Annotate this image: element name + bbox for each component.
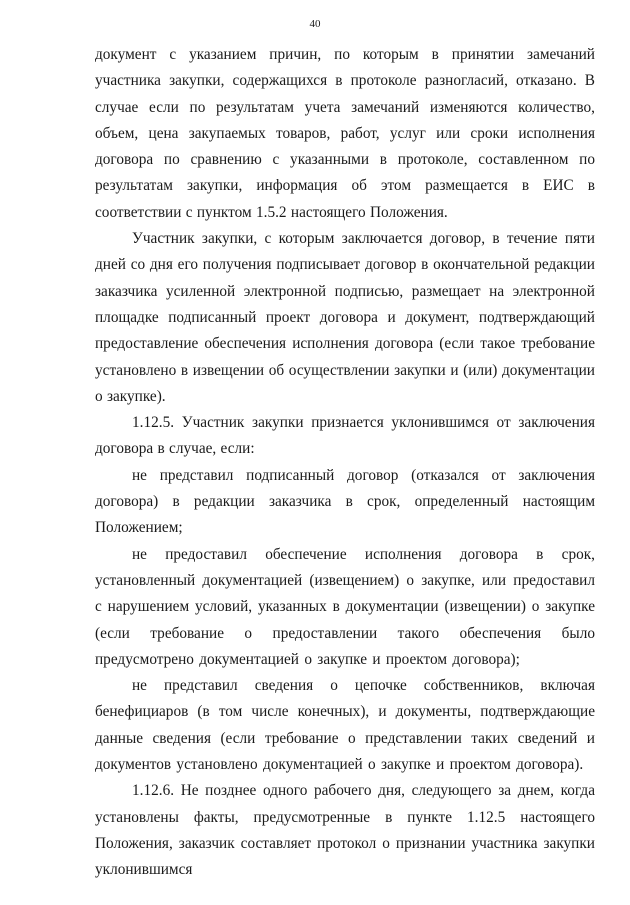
- paragraph-3-clause-1-12-5: 1.12.5. Участник закупки признается уклонившимся от заключения договора в случае, если:: [95, 414, 595, 458]
- paragraph-6-list-item: не представил сведения о цепочке собственников, включая бенефициаров (в том числе конечных), и документы, подтверждающие данные сведения (если требование о представлении таких сведений и документов установлено документацией о закупке и проектом договора).: [95, 677, 595, 774]
- paragraph-1: документ с указанием причин, по которым в принятии замечаний участника закупки, содержащихся в протоколе разногласий, отказано. В случае если по результатам учета замечаний изменяются количество, объем, цена закупаемых товаров, работ, услуг или сроки исполнения договора по сравнению с указанными в протоколе, составленном по результатам закупки, информация об этом размещается в ЕИС в соответствии с пунктом 1.5.2 настоящего Положения.: [95, 46, 595, 221]
- paragraph-2: Участник закупки, с которым заключается договор, в течение пяти дней со дня его получения подписывает договор в окончательной редакции заказчика усиленной электронной подписью, размещает на электронной площадке подписанный проект договора и документ, подтверждающий предоставление обеспечения исполнения договора (если такое требование установлено в извещении об осуществлении закупки и (или) документации о закупке).: [95, 230, 595, 405]
- paragraph-4-list-item: не представил подписанный договор (отказался от заключения договора) в редакции заказчика в срок, определенный настоящим Положением;: [95, 466, 595, 537]
- document-body: [95, 42, 595, 884]
- paragraph-7-clause-1-12-6: 1.12.6. Не позднее одного рабочего дня, следующего за днем, когда установлены факты, предусмотренные в пункте 1.12.5 настоящего Положения, заказчик составляет протокол о признании участника закупки уклонившимся: [95, 782, 595, 879]
- paragraph-5-list-item: не предоставил обеспечение исполнения договора в срок, установленный документацией (извещением) о закупке, или предоставил с нарушением условий, указанных в документации (извещении) о закупке (если требование о предоставлении такого обеспечения было предусмотрено документацией о закупке и проектом договора);: [95, 545, 595, 668]
- page-number: 40: [309, 18, 321, 30]
